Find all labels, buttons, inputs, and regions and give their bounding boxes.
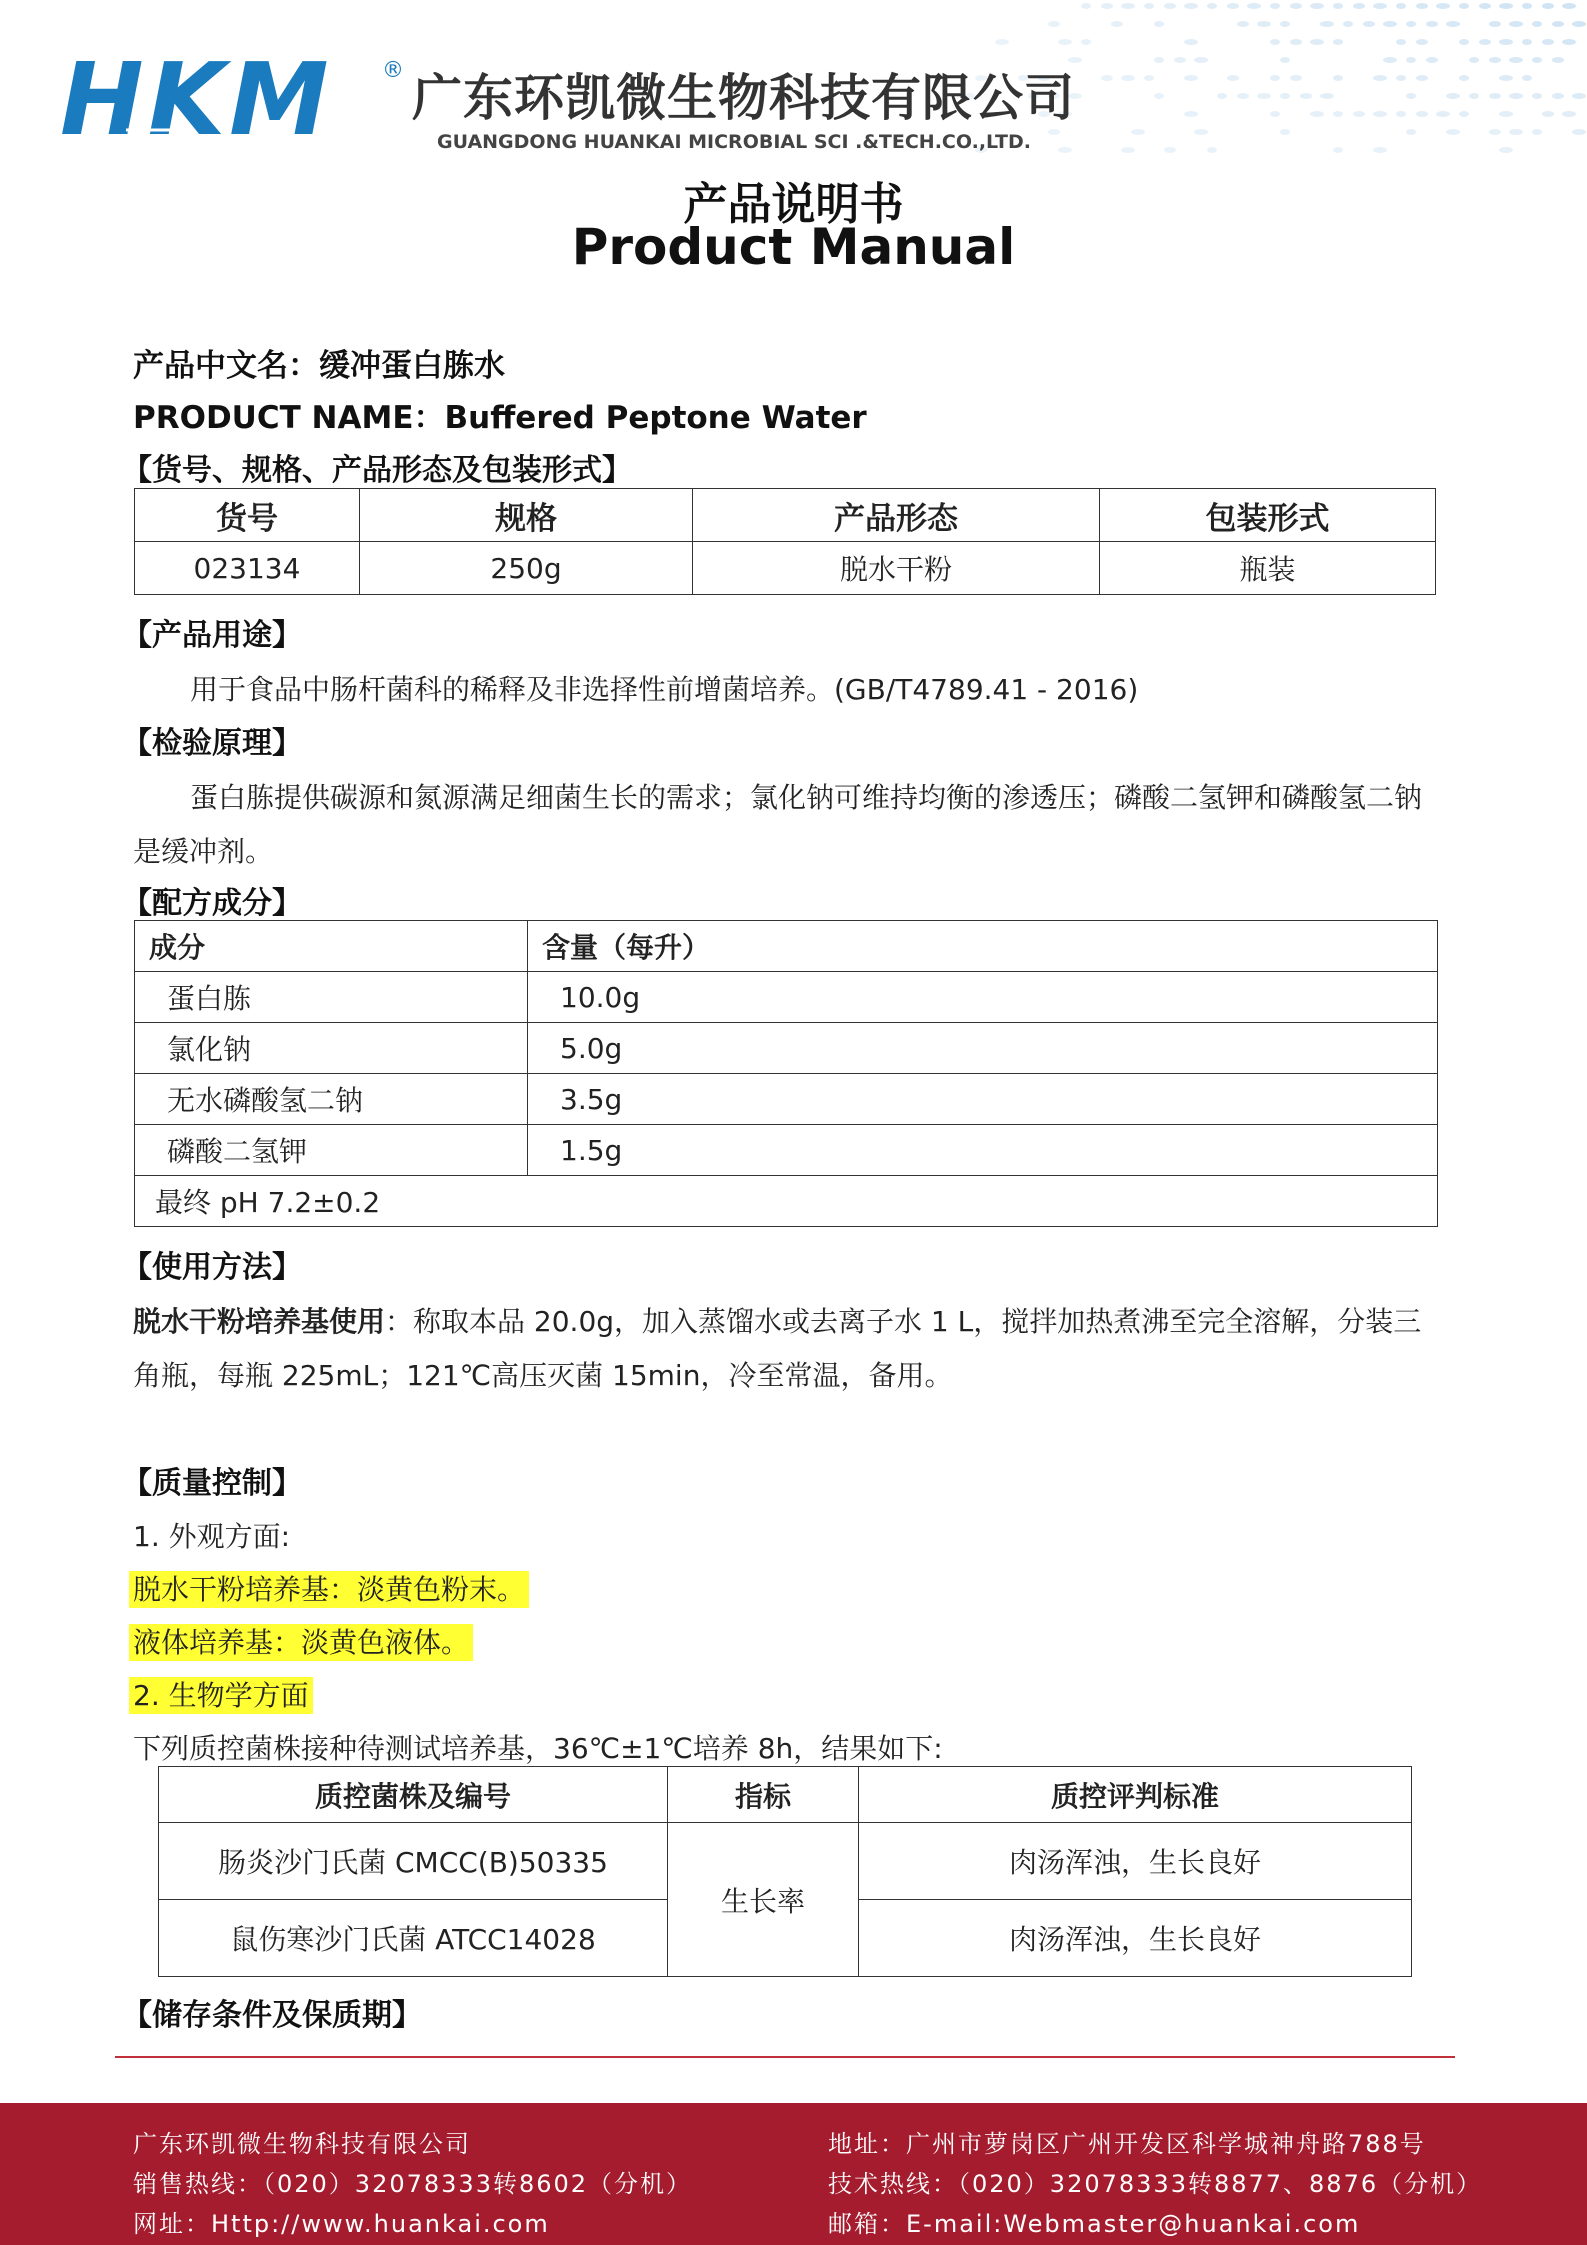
section-heading-usage: 【产品用途】 xyxy=(122,618,302,653)
decorative-dot xyxy=(1333,39,1343,45)
decorative-dot xyxy=(1081,39,1091,45)
item-spec: 250g xyxy=(360,542,693,595)
decorative-dot xyxy=(1499,3,1513,9)
qc-intro: 下列质控菌株接种待测试培养基，36℃±1℃培养 8h，结果如下: xyxy=(133,1732,943,1765)
decorative-dot xyxy=(1121,75,1135,81)
decorative-dot xyxy=(1416,75,1428,81)
decorative-dot xyxy=(1542,3,1554,9)
item-number: 023134 xyxy=(135,542,360,595)
decorative-dot xyxy=(1247,3,1261,9)
decorative-dot xyxy=(1290,3,1302,9)
column-header: 指标 xyxy=(668,1767,859,1823)
decorative-dot xyxy=(1459,3,1469,9)
decorative-dot xyxy=(1184,39,1198,45)
column-header: 质控菌株及编号 xyxy=(159,1767,668,1823)
footer-website: 网址：Http://www.huankai.com xyxy=(133,2210,550,2238)
decorative-dot xyxy=(1310,39,1324,45)
decorative-dot xyxy=(1280,57,1290,63)
decorative-dot xyxy=(1101,3,1113,9)
qc-strain: 鼠伤寒沙门氏菌 ATCC14028 xyxy=(159,1900,668,1977)
decorative-dot xyxy=(1144,75,1154,81)
section-heading-formula: 【配方成分】 xyxy=(122,886,302,921)
decorative-dot xyxy=(1270,3,1280,9)
ingredient-name: 磷酸二氢钾 xyxy=(135,1125,528,1176)
logo-text: HKM xyxy=(60,41,333,158)
decorative-dot xyxy=(1280,129,1290,135)
decorative-dot xyxy=(1406,21,1416,27)
table-row xyxy=(135,1176,1438,1227)
column-header: 包装形式 xyxy=(1100,489,1436,542)
decorative-dot xyxy=(1469,57,1479,63)
decorative-dot xyxy=(1396,111,1406,117)
decorative-dot xyxy=(1459,39,1469,45)
decorative-dot xyxy=(1320,21,1334,27)
decorative-dot xyxy=(1270,39,1280,45)
decorative-dot xyxy=(1280,93,1290,99)
decorative-dot xyxy=(1552,57,1564,63)
section-heading-spec: 【货号、规格、产品形态及包装形式】 xyxy=(122,453,632,488)
decorative-dot xyxy=(1499,147,1513,153)
decorative-dot xyxy=(1446,93,1460,99)
footer-email: 邮箱：E-mail:Webmaster@huankai.com xyxy=(828,2210,1361,2238)
decorative-dot xyxy=(1333,75,1343,81)
decorative-dot xyxy=(1270,111,1280,117)
decorative-dot xyxy=(1144,3,1154,9)
decorative-dot xyxy=(1111,21,1123,27)
decorative-dot xyxy=(1184,75,1198,81)
registered-mark: ® xyxy=(382,58,404,83)
decorative-dot xyxy=(1363,21,1375,27)
decorative-dot xyxy=(1353,111,1365,117)
decorative-dot xyxy=(1509,57,1523,63)
decorative-dot xyxy=(1572,129,1586,135)
decorative-dot xyxy=(1459,111,1469,117)
decorative-dot xyxy=(1154,57,1164,63)
decorative-dot xyxy=(1522,39,1532,45)
decorative-dot xyxy=(1479,3,1491,9)
decorative-dot xyxy=(1532,129,1542,135)
decorative-dot xyxy=(1164,3,1176,9)
decorative-dot xyxy=(1426,57,1438,63)
decorative-dot xyxy=(1227,3,1239,9)
section-heading-method: 【使用方法】 xyxy=(122,1250,302,1285)
table-row xyxy=(135,1023,1438,1074)
decorative-dot xyxy=(1406,129,1416,135)
decorative-dot xyxy=(1227,75,1239,81)
decorative-dot xyxy=(1383,57,1397,63)
footer-sales-hotline: 销售热线：（020）32078333转8602（分机） xyxy=(133,2170,693,2198)
method-text-line1 xyxy=(133,1300,1421,1340)
decorative-dot xyxy=(1499,75,1513,81)
decorative-dot xyxy=(1257,21,1271,27)
company-name-en: GUANGDONG HUANKAI MICROBIAL SCI .&TECH.CO.,LTD. xyxy=(437,131,1031,153)
decorative-dot xyxy=(1426,21,1438,27)
product-name-en: PRODUCT NAME：Buffered Peptone Water xyxy=(133,400,867,436)
decorative-dot xyxy=(1562,3,1576,9)
footer-company: 广东环凯微生物科技有限公司 xyxy=(133,2130,471,2158)
section-heading-principle: 【检验原理】 xyxy=(122,726,302,761)
decorative-dot xyxy=(1290,75,1302,81)
section-heading-qc: 【质量控制】 xyxy=(122,1466,302,1501)
usage-text: 用于食品中肠杆菌科的稀释及非选择性前增菌培养。(GB/T4789.41 - 2016) xyxy=(190,673,1139,706)
ingredient-name: 无水磷酸氢二钠 xyxy=(135,1074,528,1125)
qc-criteria: 肉汤浑浊，生长良好 xyxy=(859,1900,1412,1977)
decorative-dot xyxy=(1406,93,1416,99)
qc-item-biology: 2. 生物学方面 xyxy=(129,1677,313,1714)
spec-table xyxy=(134,488,1436,595)
decorative-dot xyxy=(1552,93,1564,99)
qc-item-appearance: 1. 外观方面: xyxy=(133,1520,291,1553)
decorative-dot xyxy=(1184,3,1198,9)
decorative-dot xyxy=(1489,57,1501,63)
footer-address: 地址：广州市萝岗区广州开发区科学城神舟路788号 xyxy=(828,2130,1426,2158)
qc-indicator: 生长率 xyxy=(668,1823,859,1977)
decorative-dot xyxy=(1489,129,1501,135)
decorative-dot xyxy=(1194,57,1208,63)
decorative-dot xyxy=(1396,3,1406,9)
decorative-dot xyxy=(1522,75,1532,81)
ingredient-name: 蛋白胨 xyxy=(135,972,528,1023)
decorative-dot xyxy=(1333,147,1343,153)
decorative-dot xyxy=(1194,129,1208,135)
decorative-dot xyxy=(1164,147,1176,153)
decorative-dot xyxy=(1048,21,1060,27)
decorative-dot xyxy=(1406,57,1416,63)
decorative-dot xyxy=(1383,21,1397,27)
decorative-dot xyxy=(1333,3,1343,9)
footer xyxy=(0,2103,1587,2245)
decorative-dot xyxy=(1499,111,1513,117)
decorative-dot xyxy=(1522,3,1532,9)
decorative-dot xyxy=(1459,75,1469,81)
decorative-dot xyxy=(1237,21,1249,27)
decorative-dot xyxy=(1436,111,1450,117)
table-header-row xyxy=(135,489,1436,542)
decorative-dot xyxy=(1436,3,1450,9)
decorative-dot xyxy=(1207,147,1217,153)
decorative-dot xyxy=(995,39,1009,45)
product-name-cn: 产品中文名：缓冲蛋白胨水 xyxy=(133,348,505,384)
qc-powder-highlight: 脱水干粉培养基：淡黄色粉末。 xyxy=(129,1571,529,1608)
decorative-dot xyxy=(1333,111,1343,117)
decorative-dot xyxy=(1237,93,1249,99)
item-form: 脱水干粉 xyxy=(693,542,1100,595)
decorative-dot xyxy=(1154,93,1164,99)
column-header: 含量（每升） xyxy=(528,921,1438,972)
decorative-dot xyxy=(1509,93,1523,99)
decorative-dot xyxy=(1217,93,1227,99)
ingredient-name: 氯化钠 xyxy=(135,1023,528,1074)
company-name-cn: 广东环凯微生物科技有限公司 xyxy=(412,69,1075,127)
table-row xyxy=(135,972,1438,1023)
item-package: 瓶装 xyxy=(1100,542,1436,595)
decorative-dot xyxy=(1300,93,1312,99)
decorative-dot xyxy=(1310,3,1324,9)
decorative-dot xyxy=(1532,93,1542,99)
decorative-dot xyxy=(1207,3,1217,9)
decorative-dot xyxy=(1572,93,1586,99)
decorative-dot xyxy=(1058,147,1072,153)
qc-strain: 肠炎沙门氏菌 CMCC(B)50335 xyxy=(159,1823,668,1900)
decorative-dot xyxy=(1532,57,1542,63)
decorative-dot xyxy=(1542,111,1554,117)
principle-text-line2: 是缓冲剂。 xyxy=(133,835,274,868)
decorative-dot xyxy=(1416,3,1428,9)
decorative-dot xyxy=(1552,21,1564,27)
ingredient-amount: 1.5g xyxy=(528,1125,1438,1176)
decorative-dot xyxy=(1174,57,1186,63)
decorative-dot xyxy=(1121,3,1135,9)
decorative-dot xyxy=(1373,75,1387,81)
decorative-dot xyxy=(1373,3,1387,9)
qc-criteria: 肉汤浑浊，生长良好 xyxy=(859,1823,1412,1900)
table-header-row xyxy=(135,921,1438,972)
decorative-dot xyxy=(1562,111,1576,117)
qc-liquid-highlight: 液体培养基：淡黄色液体。 xyxy=(129,1624,473,1661)
decorative-dot xyxy=(1446,129,1460,135)
final-ph: 最终 pH 7.2±0.2 xyxy=(135,1176,1438,1227)
decorative-dot xyxy=(1343,21,1353,27)
decorative-dot xyxy=(1290,39,1302,45)
decorative-dot xyxy=(1353,3,1365,9)
ingredient-amount: 3.5g xyxy=(528,1074,1438,1125)
decorative-dot xyxy=(1101,75,1113,81)
method-label: 脱水干粉培养基使用 xyxy=(133,1305,386,1338)
table-header-row xyxy=(159,1767,1412,1823)
decorative-dot xyxy=(1396,39,1406,45)
footer-tech-hotline: 技术热线：（020）32078333转8877、8876（分机） xyxy=(828,2170,1483,2198)
decorative-dot xyxy=(1257,93,1271,99)
decorative-dot xyxy=(1121,147,1135,153)
decorative-dot xyxy=(1489,93,1501,99)
decorative-dot xyxy=(1469,93,1479,99)
decorative-dot xyxy=(1184,111,1198,117)
decorative-dot xyxy=(1509,21,1523,27)
qc-table xyxy=(158,1766,1412,1977)
decorative-dot xyxy=(1058,39,1072,45)
decorative-dot xyxy=(1416,39,1428,45)
decorative-dot xyxy=(1572,21,1586,27)
decorative-dot xyxy=(1489,21,1501,27)
decorative-dot xyxy=(1562,39,1576,45)
decorative-dot xyxy=(1396,75,1406,81)
table-row xyxy=(135,1125,1438,1176)
formula-table xyxy=(134,920,1438,1227)
decorative-dot xyxy=(1154,21,1164,27)
decorative-dot xyxy=(1532,21,1542,27)
decorative-dot xyxy=(1131,129,1145,135)
decorative-dot xyxy=(1373,111,1387,117)
column-header: 规格 xyxy=(360,489,693,542)
decorative-dot xyxy=(1542,39,1554,45)
column-header: 产品形态 xyxy=(693,489,1100,542)
decorative-dot xyxy=(1270,75,1280,81)
document-title-cn: 产品说明书 xyxy=(683,179,904,230)
document-title-en: Product Manual xyxy=(571,218,1016,276)
decorative-dot xyxy=(1081,3,1091,9)
decorative-dot xyxy=(1499,39,1513,45)
section-heading-storage: 【储存条件及保质期】 xyxy=(122,1998,422,2033)
decorative-dot xyxy=(1446,21,1460,27)
table-row xyxy=(159,1823,1412,1900)
column-header: 货号 xyxy=(135,489,360,542)
table-row xyxy=(135,542,1436,595)
principle-text-line1: 蛋白胨提供碳源和氮源满足细菌生长的需求；氯化钠可维持均衡的渗透压；磷酸二氢钾和磷酸氢二钠 xyxy=(190,781,1423,814)
decorative-dot xyxy=(1310,111,1324,117)
ingredient-amount: 5.0g xyxy=(528,1023,1438,1074)
column-header: 质控评判标准 xyxy=(859,1767,1412,1823)
ingredient-amount: 10.0g xyxy=(528,972,1438,1023)
decorative-dot xyxy=(1509,129,1523,135)
decorative-dot xyxy=(1416,111,1428,117)
table-row xyxy=(135,1074,1438,1125)
decorative-dot xyxy=(1373,147,1387,153)
method-text: ：称取本品 20.0g，加入蒸馏水或去离子水 1 L，搅拌加热煮沸至完全溶解，分装三 xyxy=(385,1305,1422,1338)
decorative-dot xyxy=(1479,39,1491,45)
decorative-dot xyxy=(1280,21,1290,27)
method-text-line2: 角瓶，每瓶 225mL；121℃高压灭菌 15min，冷至常温，备用。 xyxy=(133,1359,953,1392)
footer-divider xyxy=(115,2056,1455,2058)
decorative-dot xyxy=(1320,93,1334,99)
company-logo xyxy=(60,41,420,158)
column-header: 成分 xyxy=(135,921,528,972)
